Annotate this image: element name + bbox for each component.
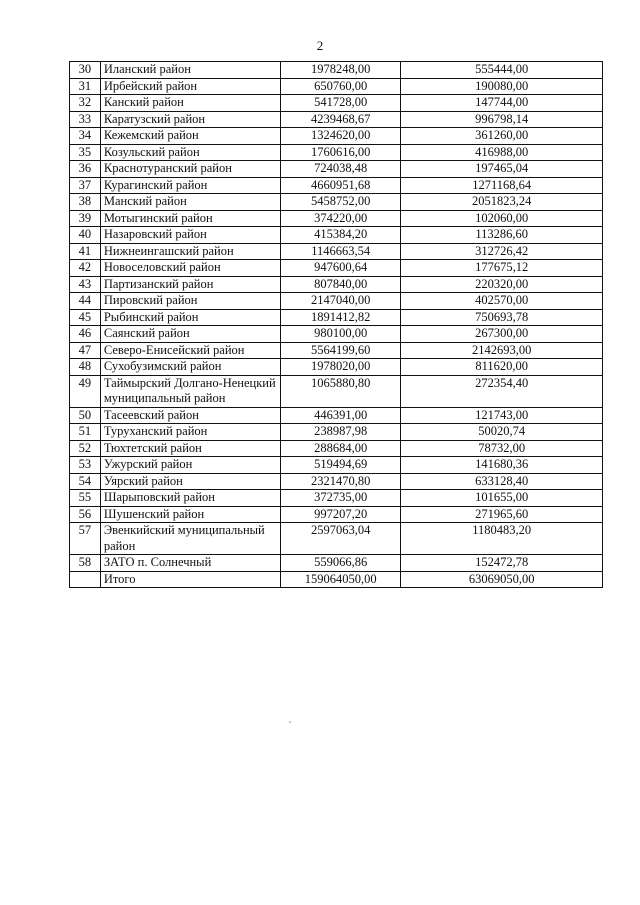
table-row	[70, 210, 603, 227]
row-number: 39	[70, 210, 101, 227]
amount-1: 519494,69	[280, 457, 401, 474]
amount-2: 141680,36	[401, 457, 603, 474]
amount-1: 947600,64	[280, 260, 401, 277]
district-name: Партизанский район	[100, 276, 280, 293]
amount-1: 5458752,00	[280, 194, 401, 211]
amount-2: 271965,60	[401, 506, 603, 523]
budget-table	[69, 61, 603, 588]
amount-2: 113286,60	[401, 227, 603, 244]
table-row	[70, 523, 603, 555]
amount-2: 312726,42	[401, 243, 603, 260]
district-name: Нижнеингашский район	[100, 243, 280, 260]
total-amount-1: 159064050,00	[280, 571, 401, 588]
amount-1: 1891412,82	[280, 309, 401, 326]
amount-1: 2597063,04	[280, 523, 401, 555]
row-number: 34	[70, 128, 101, 145]
amount-1: 288684,00	[280, 440, 401, 457]
amount-2: 2051823,24	[401, 194, 603, 211]
table-row	[70, 194, 603, 211]
row-number: 44	[70, 293, 101, 310]
district-name: Таймырский Долгано-Ненецкий муниципальный район	[100, 375, 280, 407]
amount-1: 807840,00	[280, 276, 401, 293]
district-name: ЗАТО п. Солнечный	[100, 555, 280, 572]
district-name: Иланский район	[100, 62, 280, 79]
row-number: 42	[70, 260, 101, 277]
table-row	[70, 95, 603, 112]
district-name: Эвенкийский муниципальный район	[100, 523, 280, 555]
total-row	[70, 571, 603, 588]
district-name: Туруханский район	[100, 424, 280, 441]
amount-2: 750693,78	[401, 309, 603, 326]
row-number: 36	[70, 161, 101, 178]
amount-1: 559066,86	[280, 555, 401, 572]
row-number: 41	[70, 243, 101, 260]
row-number: 46	[70, 326, 101, 343]
scan-speck	[289, 721, 291, 723]
district-name: Рыбинский район	[100, 309, 280, 326]
amount-2: 50020,74	[401, 424, 603, 441]
amount-1: 1146663,54	[280, 243, 401, 260]
table-row	[70, 490, 603, 507]
amount-1: 374220,00	[280, 210, 401, 227]
district-name: Сухобузимский район	[100, 359, 280, 376]
amount-2: 190080,00	[401, 78, 603, 95]
table-row	[70, 276, 603, 293]
table-row	[70, 506, 603, 523]
amount-1: 4660951,68	[280, 177, 401, 194]
amount-2: 402570,00	[401, 293, 603, 310]
table-row	[70, 424, 603, 441]
amount-1: 238987,98	[280, 424, 401, 441]
district-name: Пировский район	[100, 293, 280, 310]
amount-1: 1324620,00	[280, 128, 401, 145]
amount-2: 102060,00	[401, 210, 603, 227]
row-number: 47	[70, 342, 101, 359]
amount-1: 980100,00	[280, 326, 401, 343]
row-number: 57	[70, 523, 101, 555]
row-number: 50	[70, 407, 101, 424]
table-row	[70, 62, 603, 79]
row-number: 52	[70, 440, 101, 457]
amount-1: 997207,20	[280, 506, 401, 523]
row-number: 45	[70, 309, 101, 326]
total-label: Итого	[100, 571, 280, 588]
table-row	[70, 555, 603, 572]
table-row	[70, 144, 603, 161]
row-number: 31	[70, 78, 101, 95]
district-name: Краснотуранский район	[100, 161, 280, 178]
amount-1: 446391,00	[280, 407, 401, 424]
district-name: Ирбейский район	[100, 78, 280, 95]
total-amount-2: 63069050,00	[401, 571, 603, 588]
district-name: Курагинский район	[100, 177, 280, 194]
amount-2: 996798,14	[401, 111, 603, 128]
amount-1: 372735,00	[280, 490, 401, 507]
table-row	[70, 111, 603, 128]
row-number: 30	[70, 62, 101, 79]
district-name: Ужурский район	[100, 457, 280, 474]
amount-2: 101655,00	[401, 490, 603, 507]
table-row	[70, 375, 603, 407]
row-number: 37	[70, 177, 101, 194]
page-number: 2	[316, 38, 324, 53]
table-row	[70, 161, 603, 178]
table-row	[70, 227, 603, 244]
amount-2: 555444,00	[401, 62, 603, 79]
amount-1: 724038,48	[280, 161, 401, 178]
amount-1: 5564199,60	[280, 342, 401, 359]
district-name: Мотыгинский район	[100, 210, 280, 227]
district-name: Кежемский район	[100, 128, 280, 145]
table-row	[70, 440, 603, 457]
table-row	[70, 309, 603, 326]
table-row	[70, 342, 603, 359]
amount-2: 272354,40	[401, 375, 603, 407]
amount-2: 267300,00	[401, 326, 603, 343]
district-name: Уярский район	[100, 473, 280, 490]
table-body	[70, 62, 603, 588]
district-name: Шарыповский район	[100, 490, 280, 507]
row-number: 32	[70, 95, 101, 112]
amount-1: 1065880,80	[280, 375, 401, 407]
row-number: 53	[70, 457, 101, 474]
amount-2: 78732,00	[401, 440, 603, 457]
amount-1: 4239468,67	[280, 111, 401, 128]
row-number: 40	[70, 227, 101, 244]
district-name: Шушенский район	[100, 506, 280, 523]
district-name: Манский район	[100, 194, 280, 211]
row-number: 43	[70, 276, 101, 293]
district-name: Саянский район	[100, 326, 280, 343]
row-number: 33	[70, 111, 101, 128]
table-row	[70, 78, 603, 95]
district-name: Назаровский район	[100, 227, 280, 244]
amount-1: 650760,00	[280, 78, 401, 95]
amount-1: 2321470,80	[280, 473, 401, 490]
district-name: Каратузский район	[100, 111, 280, 128]
table-row	[70, 359, 603, 376]
row-number: 38	[70, 194, 101, 211]
amount-2: 1180483,20	[401, 523, 603, 555]
table-row	[70, 177, 603, 194]
district-name: Канский район	[100, 95, 280, 112]
district-name: Тасеевский район	[100, 407, 280, 424]
amount-2: 147744,00	[401, 95, 603, 112]
table-row	[70, 457, 603, 474]
amount-2: 361260,00	[401, 128, 603, 145]
amount-2: 197465,04	[401, 161, 603, 178]
table-row	[70, 407, 603, 424]
amount-1: 2147040,00	[280, 293, 401, 310]
row-number: 54	[70, 473, 101, 490]
amount-2: 2142693,00	[401, 342, 603, 359]
row-number: 49	[70, 375, 101, 407]
amount-2: 416988,00	[401, 144, 603, 161]
total-number-cell	[70, 571, 101, 588]
amount-2: 220320,00	[401, 276, 603, 293]
amount-1: 415384,20	[280, 227, 401, 244]
amount-1: 1978248,00	[280, 62, 401, 79]
district-name: Тюхтетский район	[100, 440, 280, 457]
table-row	[70, 260, 603, 277]
amount-1: 1978020,00	[280, 359, 401, 376]
table-row	[70, 326, 603, 343]
district-name: Козульский район	[100, 144, 280, 161]
row-number: 35	[70, 144, 101, 161]
amount-2: 811620,00	[401, 359, 603, 376]
amount-1: 1760616,00	[280, 144, 401, 161]
table-row	[70, 128, 603, 145]
amount-1: 541728,00	[280, 95, 401, 112]
row-number: 58	[70, 555, 101, 572]
row-number: 48	[70, 359, 101, 376]
district-name: Новоселовский район	[100, 260, 280, 277]
row-number: 55	[70, 490, 101, 507]
row-number: 51	[70, 424, 101, 441]
amount-2: 177675,12	[401, 260, 603, 277]
amount-2: 121743,00	[401, 407, 603, 424]
table-row	[70, 243, 603, 260]
table-row	[70, 293, 603, 310]
row-number: 56	[70, 506, 101, 523]
amount-2: 1271168,64	[401, 177, 603, 194]
amount-2: 152472,78	[401, 555, 603, 572]
amount-2: 633128,40	[401, 473, 603, 490]
table-row	[70, 473, 603, 490]
district-name: Северо-Енисейский район	[100, 342, 280, 359]
